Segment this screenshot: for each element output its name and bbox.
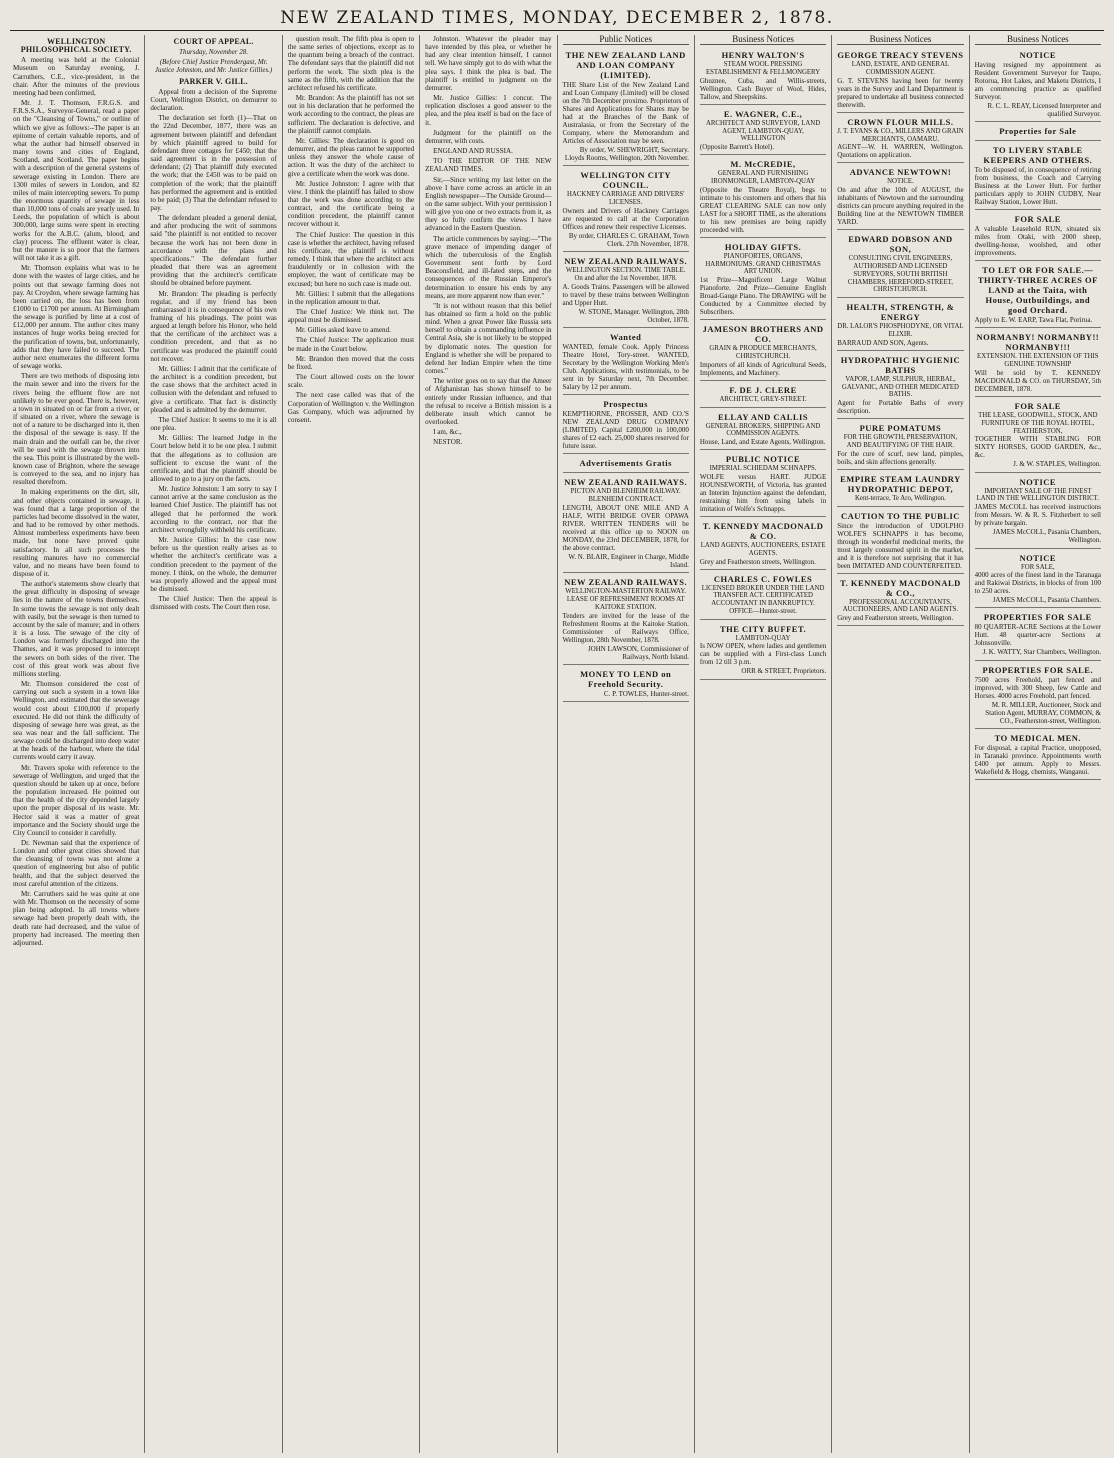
advertisement (975, 663, 1101, 729)
ad-signature: JAMES McCOLL, Pasania Chambers, Wellington. (992, 528, 1101, 545)
ad-title: HEALTH, STRENGTH, & ENERGY (846, 302, 955, 323)
ad-subtitle: Kent-terrace, Te Aro, Wellington. (855, 494, 946, 502)
ad-title: T. KENNEDY MACDONALD & CO. (702, 520, 824, 541)
ad-body: House, Land, and Estate Agents, Wellington. (699, 438, 826, 447)
article-paragraph: Mr. Gillies: The declaration is good on demurrer, and the pleas cannot be supported unless they answer the whole cause of action. It was the duty of the architect to give a certificate when the work was done. (287, 136, 415, 178)
advertisement (975, 399, 1101, 473)
ad-signature: M. R. MILLER, Auctioneer, Stock and Station Agent, MURRAY, COMMON, & CO., Featherston-street, Wellington. (985, 700, 1101, 725)
ad-body: JAMES McCOLL has received instructions from Messrs. W. & R. S. Fitzherbert to sell by private bargain. (974, 503, 1101, 528)
article-paragraph: The Chief Justice: Then the appeal is dismissed with costs. The Court then rose. (150, 595, 277, 612)
ad-title: Wanted (610, 332, 642, 343)
ad-body: KEMPTHORNE, PROSSER, AND CO.'S NEW ZEALAND DRUG COMPANY (LIMITED). Capital £200,000 in 100,000 shares of £2 each. 25,000 shares reserved for future issue. (562, 410, 689, 451)
ad-title: WELLINGTON CITY COUNCIL. (580, 170, 672, 191)
article-paragraph: Mr. Brandon: The pleading is perfectly regular, and if my friend has been embarrassed it is in consequence of his own framing of his pleadings. The point was argued at length before his Honor, who held that the certificate of the architect was a condition precedent, and that as no certificate was produced the plaintiff could not recover. (150, 289, 277, 363)
ad-title: TO MEDICAL MEN. (994, 733, 1082, 744)
column-6 (695, 35, 832, 1453)
advertisement (975, 330, 1101, 397)
column-3 (283, 35, 420, 1453)
ad-subtitle: GENERAL BROKERS, SHIPPING AND COMMISSION AGENTS. (705, 422, 821, 438)
ad-title: F. DE J. CLERE (729, 384, 797, 395)
ad-title: E. WAGNER, C.E., (723, 108, 803, 119)
ad-title: PUBLIC NOTICE (725, 454, 801, 465)
advertisement (975, 263, 1101, 328)
advertisement (700, 410, 826, 451)
ad-body: G. T. STEVENS having been for twenty years in the Survey and Land Department is prepared to undertake all business connected therewith. (837, 76, 964, 109)
section-header: Business Notices (837, 35, 963, 45)
article-paragraph: The defendant pleaded a general denial, and after producing the writ of summons said "the plaintiff is not entitled to recover because the work has not been done in accordance with the plans and specifications." The defendant further pleaded that there was an agreement providing that the architect's certificate should be obtained before payment. (150, 214, 277, 288)
advertisement (700, 107, 826, 155)
advertisement (837, 472, 963, 507)
ad-body: LENGTH, ABOUT ONE MILE AND A HALF, WITH BRIDGE OVER OPAWA RIVER. WRITTEN TENDERS will be received at this office up to NOON on MONDAY, the 23rd DECEMBER, 1878, for the above contract. (562, 503, 689, 552)
ad-title: TO LET OR FOR SALE.—THIRTY-THREE ACRES OF LAND at the Taita, with House, Outbuildings, and good Orchard. (977, 265, 1098, 316)
article-paragraph: Mr. Brandon then moved that the costs be fixed. (287, 354, 415, 371)
ad-body: Will be sold by T. KENNEDY MACDONALD & CO. on THURSDAY, 5th DECEMBER, 1878. (974, 369, 1101, 394)
masthead (10, 8, 1104, 31)
ad-body: For disposal, a capital Practice, unopposed, in Taranaki province. Appointments worth £400 per annum. Apply to Messrs. Wakefield & Hogg, chemists, Wanganui. (974, 744, 1101, 777)
ad-subtitle: THE LEASE, GOODWILL, STOCK, AND FURNITURE OF THE ROYAL HOTEL, FEATHERSTON, (978, 412, 1098, 435)
advertisement (837, 300, 963, 351)
article-paragraph: The Chief Justice: The application must be made in the Court below. (287, 336, 415, 353)
ad-body: 80 QUARTER-ACRE Sections at the Lower Hutt. 48 quarter-acre Sections at Johnsonville. (974, 623, 1101, 648)
ad-signature: JAMES McCOLL, Pasania Chambers. (992, 596, 1101, 605)
ad-body: AGENT—W. H. WARREN, Wellington. Quotations on application. (837, 143, 964, 160)
column-2 (145, 35, 282, 1453)
advertisement (563, 168, 689, 252)
article-paragraph: The writer goes on to say that the Ameer of Afghanistan has shown himself to be entirely under Russian influence, and that the refusal to receive a British mission is a deliberate insult which cannot be overlooked. (425, 377, 552, 427)
masthead-title: NEW ZEALAND TIMES, MONDAY, DECEMBER 2, 1878. (280, 8, 834, 28)
case-title: PARKER V. GILL. (179, 76, 248, 86)
article-paragraph: The Chief Justice: It seems to me it is all one plea. (150, 415, 277, 433)
ad-title: THE CITY BUFFET. (719, 623, 807, 634)
ad-body: Agent for Portable Baths of every description. (837, 399, 964, 416)
column-1 (8, 35, 145, 1453)
article-paragraph: Mr. Travers spoke with reference to the sewerage of Wellington, and urged that the question should be taken up at once, before the population increased. He pointed out that the health of the city depended largely upon the proper disposal of its waste. Mr. Hector said it was a matter of great importance and the Society should urge the City Council to consider it carefully. (13, 763, 140, 837)
ad-title: ELLAY AND CALLIS (718, 411, 809, 422)
ad-body: For the cure of scurf, new land, pimples, boils, and skin affections generally. (837, 449, 964, 466)
ad-subtitle: FOR SALE, (1021, 563, 1055, 571)
ad-title: EDWARD DOBSON AND SON, (848, 234, 953, 255)
advertisement (837, 232, 963, 298)
article-paragraph: Mr. Gillies asked leave to amend. (295, 326, 391, 335)
article-paragraph: Mr. Justice Gillies: In the case now before us the question really arises as to whether the architect's certificate was a condition precedent to the payment of the money. I think, on the whole, the demurrer was properly allowed and the appeal must be dismissed. (150, 536, 277, 593)
ad-title: HYDROPATHIC HYGIENIC BATHS (840, 354, 961, 375)
ad-subtitle: DR. LALOR'S PHOSPHODYNE, OR VITAL ELIXIR. (837, 323, 964, 338)
advertisement (837, 353, 963, 419)
advertisement (837, 509, 963, 574)
advertisement (563, 254, 689, 328)
article-paragraph: The next case called was that of the Corporation of Wellington v. the Wellington Gas Company, which was adjourned by consent. (287, 391, 415, 424)
advertisement (837, 576, 963, 627)
advertisement (563, 456, 689, 473)
ad-title: CAUTION TO THE PUBLIC (840, 510, 960, 521)
advertisement (700, 622, 826, 680)
ad-body: Is NOW OPEN, where ladies and gentlemen can be supplied with a First-class Lunch from 12 till 3 p.m. (699, 642, 827, 667)
ad-title: CROWN FLOUR MILLS. (847, 116, 954, 127)
advertisement (837, 421, 963, 470)
ad-subtitle: IMPORTANT SALE OF THE FINEST LAND IN THE WELLINGTON DISTRICT. (976, 487, 1099, 503)
ad-subtitle: PROFESSIONAL ACCOUNTANTS, AUCTIONEERS, AND LAND AGENTS. (842, 598, 959, 614)
advertisement (563, 330, 689, 395)
ad-title: JAMESON BROTHERS AND CO. (702, 324, 824, 345)
ad-body: WANTED, female Cook. Apply Princess Theatre Hotel, Tory-street. WANTED, Secretary by the Wellington Working Men's Club. Applications, with testimonials, to be sent in by Saturday next, 7th December. Salary by 12 per annum. (562, 343, 689, 392)
advertisement (563, 397, 689, 454)
article-paragraph: question result. The fifth plea is open to the same series of objections, except as to the quantum being a breach of the contract. The defendant says that the plaintiff did not perform the work. The sixth plea is the same as the fifth, with the addition that the architect refused his certificate. (287, 35, 415, 92)
article-paragraph: "It is not without reason that this belief has obtained so firm a hold on the public mind. When a great Power like Russia sets herself to obtain a commanding influence in Central Asia, she is not likely to be stopped by diplomatic notes. The question for England is whether she will be prepared to defend her Indian Empire when the time comes." (425, 301, 552, 376)
column-4 (420, 35, 557, 1453)
columns (8, 35, 1106, 1453)
ad-subtitle: PICTON AND BLENHEIM RAILWAY. BLENHEIM CONTRACT. (570, 488, 681, 504)
ad-signature: By order, W. SHEWRIGHT, Secretary. Lloyds Rooms, Wellington, 20th November. (564, 146, 689, 163)
ad-title: HENRY WALTON'S (721, 50, 805, 61)
article-paragraph: In making experiments on the dirt, silt, and other objects contained in sewage, it was found that a large proportion of the particles had become dissolved in the water, and had to be removed by other methods. Almost numberless experiments have been made, but none have proved quite satisfactory. In all such processes the resulting manures have no commercial value, and no means have been found to dispose of it. (13, 488, 140, 578)
ad-body: THE Share List of the New Zealand Land and Loan Company (Limited) will be closed on the 7th December proximo. Proprietors of Shares and Applications for Shares may be had at the Branches of the Bank of Australasia, or from the Secretary of the Company, where the Memorandum and Articles of Association may be seen. (562, 81, 689, 146)
advertisement (975, 551, 1101, 609)
ad-body: Apply to E. W. EARP, Tawa Flat, Porirua. (974, 316, 1093, 325)
ad-signature: JOHN LAWSON, Commissioner of Railways, North Island. (587, 644, 689, 661)
ad-body: TOGETHER WITH STABLING FOR SIXTY HORSES, GOOD GARDEN, &c., &c. (974, 435, 1101, 460)
article-paragraph: The Court allowed costs on the lower scale. (287, 373, 415, 390)
advertisement (563, 48, 689, 166)
article-paragraph: Dr. Newman said that the experience of London and other great cities showed that the cleansing of towns was not alone a question of engineering but also of public health, and that the subject deserved the most careful attention of the citizens. (13, 839, 140, 888)
ad-body: Having resigned my appointment as Resident Government Surveyor for Taupo, Rotorua, Hot Lakes, and Maketu Districts, I am commencing practice as qualified Surveyor. (974, 61, 1101, 102)
advertisement (975, 124, 1101, 141)
ad-title: FOR SALE (1014, 214, 1061, 225)
ad-subtitle: J. T. EVANS & CO., MILLERS AND GRAIN MERCHANTS, OAMARU. (837, 127, 964, 143)
article-paragraph: Judgment for the plaintiff on the demurrer, with costs. (425, 128, 552, 145)
ad-subtitle: LAMBTON-QUAY (735, 634, 791, 642)
article-paragraph: NESTOR. (433, 438, 463, 447)
ad-body: A valuable Leasehold RUN, situated six miles from Otaki, with 2000 sheep, dwelling-house, woolshed, and other improvements. (974, 225, 1101, 258)
ad-title: Properties for Sale (999, 126, 1077, 137)
article-paragraph: Mr. Gillies: I submit that the allegations in the replication amount to that. (287, 289, 415, 306)
ad-title: Advertisements Gratis (579, 458, 672, 469)
ad-title: ADVANCE NEWTOWN! (849, 167, 952, 178)
ad-body: Grey and Featherston streets, Wellington. (837, 614, 954, 623)
article-paragraph: TO THE EDITOR OF THE NEW ZEALAND TIMES. (425, 157, 552, 174)
ad-title: CHARLES C. FOWLES (713, 573, 813, 584)
ad-title: NOTICE (1019, 50, 1057, 61)
column-5 (558, 35, 695, 1453)
article-paragraph: The Chief Justice: We think not. The appeal must be dismissed. (287, 308, 415, 325)
ad-title: NEW ZEALAND RAILWAYS. (564, 256, 688, 267)
article-paragraph: The author's statements show clearly that the great difficulty in disposing of sewage lies in the nature of the towns themselves. In some towns the sewage is not only dealt with easily, but the sewage is then turned to account by the sale of manure; and in others it is a loss. The sewage of the city of London was formerly discharged into the Thames, and it was proposed to intercept the sewers on both sides of the river. The cost of this great work was about five millions sterling. (13, 580, 140, 678)
ad-title: PURE POMATUMS (859, 423, 942, 434)
ad-subtitle: STEAM WOOL PRESSING ESTABLISHMENT & FELLMONGERY (705, 61, 821, 76)
article-paragraph: The declaration set forth (1)—That on the 22nd December, 1877, there was an agreement between plaintiff and defendant by which plaintiff agreed to build for defendant three cottages for £450; that the said agreement is in the possession of defendant; (2) That plaintiff duly executed the work; that the £450 was to be paid on completion of the work; that the plaintiff has performed the agreement and is entitled to be paid; (3) That the defendant refused to pay. (150, 114, 277, 212)
ad-body: Owners and Drivers of Hackney Carriages are requested to call at the Corporation Offices and renew their respective Licenses. (562, 207, 689, 232)
ad-signature: R. C. L. REAY, Licensed Interpreter and qualified Surveyor. (987, 102, 1101, 119)
advertisement (563, 667, 689, 702)
advertisement (975, 475, 1101, 549)
ad-body: Grey and Featherston streets, Wellington. (699, 557, 816, 566)
ad-body: To be disposed of, in consequence of retiring from business, the Coach and Carrying Business at the Lower Hutt. For further particulars apply to JOHN CUDBY, Near Railway Station, Lower Hutt. (974, 166, 1101, 207)
article-paragraph: Mr. Carruthers said he was quite at one with Mr. Thomson on the necessity of some plan being adopted. In all towns where sewage had been properly dealt with, the death rate had decreased, and the value of property had increased. The meeting then adjourned. (13, 889, 140, 947)
article-date: Thursday, November 28. (179, 48, 248, 57)
ad-title: FOR SALE (1014, 401, 1061, 412)
advertisement (700, 519, 826, 570)
ad-title: HOLIDAY GIFTS. (724, 241, 802, 252)
ad-signature: By order, CHARLES C. GRAHAM, Town Clerk. 27th November, 1878. (568, 232, 689, 249)
ad-subtitle: VAPOR, LAMP, SULPHUR, HERBAL, GALVANIC, AND OTHER MEDICATED BATHS. (841, 375, 959, 399)
advertisement (975, 48, 1101, 122)
article-bench: (Before Chief Justice Prendergast, Mr. Justice Johnston, and Mr. Justice Gillies.) (154, 58, 273, 75)
ad-signature: W. STONE, Manager. Wellington, 28th October, 1878. (578, 307, 689, 325)
advertisement (700, 322, 826, 381)
ad-subtitle: ARCHITECT, GREY-STREET. (719, 395, 807, 403)
ad-title: NOTICE (1019, 552, 1057, 563)
ad-body: (Opposite Barrett's Hotel). (699, 143, 775, 152)
ad-title: PROPERTIES FOR SALE. (982, 664, 1094, 675)
ad-body: Tenders are invited for the lease of the Refreshment Rooms at the Kaitoke Station. Commissioner of Railways Office, Wellington, 28th November, 1878. (562, 611, 689, 644)
ad-body: On and after the 10th of AUGUST, the inhabitants of Newtown and the surrounding districts can procure anything required in the Building line at the NEWTOWN TIMBER YARD. (837, 186, 964, 227)
ad-body: (Opposite the Theatre Royal), begs to intimate to his customers and others that his GREAT CLEARING SALE can now only LAST for a SHORT TIME, as the alterations to his new premises are being rapidly proceeded with. (699, 185, 827, 234)
article-paragraph: Mr. Justice Gillies: I concur. The replication discloses a good answer to the plea, and the plea itself is bad on the face of it. (425, 94, 552, 127)
article-paragraph: Mr. Gillies: The learned Judge in the Court below held it to be one plea. I submit that the allegations as to collusion are sufficient to excuse the want of the certificate, and that the plaintiff should be allowed to go to a jury on the facts. (150, 434, 277, 483)
ad-title: NORMANBY! NORMANBY!! NORMANBY!!! (976, 332, 1100, 353)
article-paragraph: The Chief Justice: The question in this case is whether the architect, having refused his certificate, the plaintiff is without remedy. I think that where the architect acts fraudulently or in collusion with the employer, the want of certificate may be excused; but here no such case is made out. (287, 230, 415, 288)
advertisement (563, 475, 689, 573)
ad-title: GEORGE TREACY STEVENS (837, 50, 964, 61)
article-heading: WELLINGTON PHILOSOPHICAL SOCIETY. (20, 37, 132, 55)
article-paragraph: There are two methods of disposing into the main sewer and into the rivers for the rivers being the effluent flow are not unlikely to be ever good. There is, however, a town in situated on or far from a river, or if situated on a river, where the sewage is not of a nature to be discharged into it, then the disposal of the sewage is easy. If the main drain and the outfall can be, the river will be used with the sewage thrown into the sea. This point is illustrated by the well-known case of Brighton, where the sewage is conveyed to the sea, and no injury has resulted therefrom. (13, 372, 140, 487)
article-paragraph: Mr. Brandon: As the plaintiff has not set out in his declaration that he performed the work according to the contract, the pleas are sufficient. The declaration is defective, and the plaintiff cannot complain. (287, 94, 415, 135)
ad-subtitle: WELLINGTON-MASTERTON RAILWAY. LEASE OF REFRESHMENT ROOMS AT KAITOKE STATION. (565, 588, 687, 611)
article-paragraph: Mr. Justice Johnston: I am sorry to say I cannot arrive at the same conclusion as the learned Chief Justice. The plaintiff has not alleged that he performed the work according to the contract, nor that the architect wrongfully withheld his certificate. (150, 485, 277, 534)
advertisement (975, 212, 1101, 261)
article-paragraph: Mr. Thomson explains what was to be done with the wastes of large cities, and he points out that sewage farming does not pay. At Croydon, where sewage farming has been carried on, the loss has been from £1000 to £1700 per annum. At Birmingham the sewage is purified by lime at a cost of £12,000 per annum. The author cites many instances of huge works being erected for the purification of towns, but, unfortunately, adds that they have failed to succeed. The author next enumerates the different forms of sewage works. (13, 264, 140, 371)
advertisement (700, 240, 826, 320)
advertisement (700, 48, 826, 105)
ad-subtitle: ARCHITECT AND SURVEYOR, LAND AGENT, LAMBTON-QUAY, WELLINGTON (705, 119, 821, 143)
ad-body: 4000 acres of the finest land in the Taranaga and Rakiwai Districts, in blocks of from 100 to 250 acres. (974, 571, 1101, 596)
ad-title: MONEY TO LEND on Freehold Security. (580, 668, 672, 689)
ad-body: WOLFE versus HART. JUDGE HOUNSEWORTH, of Victoria, has granted an Interim Injunction against the defendant, restraining him from using labels in imitation of Wolfe's Schnapps. (699, 472, 827, 513)
article-paragraph: Sir,—Since writing my last letter on the above I have come across an article in an English newspaper—The Outside Ground—on the same subject. With your permission I will give you one or two extracts from it, as they so fully confirm the views I have advanced in the Eastern Question. (425, 175, 552, 233)
section-header: Business Notices (700, 35, 826, 45)
ad-title: EMPIRE STEAM LAUNDRY HYDROPATHIC DEPOT, (840, 473, 961, 494)
ad-subtitle: GENERAL AND FURNISHING IRONMONGER, LAMBTON-QUAY (710, 170, 816, 185)
ad-title: M. McCREDIE, (730, 159, 796, 170)
article-paragraph: Johnston. Whatever the pleader may have intended by this plea, or whether he had any clear intention himself, I cannot tell. We have simply got to do with what the plea says. I think the plea is bad. The plaintiff is entitled to judgment on the demurrer. (425, 35, 552, 92)
advertisement (837, 48, 963, 113)
advertisement (975, 731, 1101, 780)
ad-body: 7500 acres Freehold, part fenced and improved, with 300 Sheep, few Cattle and Horses. 4000 acres Freehold, part fenced. (974, 675, 1101, 700)
article-heading: COURT OF APPEAL. (173, 37, 254, 46)
ad-signature: J. K. WATTY, Star Chambers, Wellington. (982, 648, 1101, 657)
ad-title: TO LIVERY STABLE KEEPERS AND OTHERS. (983, 145, 1093, 166)
ad-title: NOTICE (1019, 476, 1057, 487)
ad-signature: ORR & STREET, Proprietors. (741, 667, 827, 676)
section-header: Business Notices (975, 35, 1101, 45)
ad-subtitle: PIANOFORTES, ORGANS, HARMONIUMS. GRAND CHRISTMAS ART UNION. (705, 252, 821, 276)
advertisement (700, 452, 826, 517)
article-paragraph: ENGLAND AND RUSSIA. (433, 147, 513, 156)
article-paragraph: Mr. Gillies: I admit that the certificate of the architect is a condition precedent, but the case shows that the architect acted in collusion with the defendant and refused to give a certificate. That fact is distinctly pleaded and is admitted by the demurrer. (150, 364, 277, 414)
advertisement (837, 115, 963, 164)
ad-subtitle: WELLINGTON SECTION. TIME TABLE. On and after the 1st November, 1878. (565, 267, 686, 283)
ad-subtitle: FOR THE GROWTH, PRESERVATION, AND BEAUTIFYING OF THE HAIR. (843, 434, 958, 449)
advertisement (700, 157, 826, 238)
ad-title: THE NEW ZEALAND LAND AND LOAN COMPANY (LIMITED). (565, 50, 686, 81)
advertisement (975, 610, 1101, 660)
ad-title: NEW ZEALAND RAILWAYS. (564, 477, 688, 488)
ad-body: BARRAUD AND SON, Agents. (837, 338, 929, 347)
advertisement (563, 575, 689, 665)
advertisement (700, 383, 826, 408)
article-paragraph: Mr. Justice Johnston: I agree with that view. I think the plaintiff has failed to show that the work was done according to the contract, and the certificate being a condition precedent, the plaintiff cannot recover without it. (287, 179, 415, 229)
advertisement (700, 572, 826, 620)
ad-subtitle: EXTENSION. THE EXTENSION OF THIS GENUINE TOWNSHIP (977, 353, 1099, 369)
ad-signature: W. N. BLAIR, Engineer in Charge, Middle Island. (568, 552, 689, 570)
section-header: Public Notices (563, 35, 689, 45)
column-7 (832, 35, 969, 1453)
ad-signature: J. & W. STAPLES, Wellington. (1013, 460, 1101, 469)
ad-title: T. KENNEDY MACDONALD & CO., (840, 577, 961, 598)
ad-body: 1st Prize—Magnificent Large Walnut Pianoforte. 2nd Prize—Genuine English Broad-Gauge Piano. The DRAWING will be Conducted by a Committee elected by Subscribers. (699, 276, 827, 317)
article-paragraph: Appeal from a decision of the Supreme Court, Wellington District, on demurrer to declaration. (150, 87, 277, 113)
article-paragraph: The article commences by saying:—"The grave menace of impending danger of which the tuberculosis of the English Government sent forth by Lord Beaconsfield, and ill-fated steps, and the consequences of the Russian Emperor's determination to ensure his ends by any means, are more apparent now than ever." (425, 234, 552, 300)
ad-subtitle: LICENSED BROKER UNDER THE LAND TRANSFER ACT. CERTIFICATED ACCOUNTANT IN BANKRUPTCY. OFFICE—Hunter-street. (701, 584, 825, 615)
ad-subtitle: CONSULTING CIVIL ENGINEERS, AUTHORISED AND LICENSED SURVEYORS, SOUTH BRITISH CHAMBERS, HEREFORD-STREET, CHRISTCHURCH. (847, 255, 953, 294)
article-paragraph: I am, &c., (433, 428, 462, 437)
ad-subtitle: LAND, ESTATE, AND GENERAL COMMISSION AGENT. (851, 61, 950, 76)
ad-body: Ghuznee, Cuba, and Willis-streets, Wellington. Cash Buyer of Wool, Hides, Tallow, and Sheepskins. (699, 76, 827, 101)
ad-subtitle: GRAIN & PRODUCE MERCHANTS, CHRISTCHURCH. (709, 345, 817, 360)
ad-signature: C. P. TOWLES, Hunter-street. (603, 689, 689, 698)
ad-title: NEW ZEALAND RAILWAYS. (564, 577, 688, 588)
ad-subtitle: HACKNEY CARRIAGE AND DRIVERS' LICENSES. (566, 191, 685, 207)
column-8 (970, 35, 1106, 1453)
ad-body: Since the introduction of UDOLPHO WOLFE'S SCHNAPPS it has become, through its wonderful medicinal merits, the most largely consumed spirit in the market, and it is therefore not surprising that it has been IMITATED AND COUNTERFEITED. (837, 521, 964, 570)
advertisement (975, 143, 1101, 210)
article-paragraph: A meeting was held at the Colonial Museum on Saturday evening, J. Carruthers, C.E., vice-president, in the chair. After the minutes of the previous meeting had been confirmed, (13, 56, 140, 97)
ad-body: A. Goods Trains. Passengers will be allowed to travel by these trains between Wellington and Upper Hutt. (562, 282, 689, 307)
article-paragraph: Mr. Thomson considered the cost of carrying out such a system in a town like Wellington, and estimated that the sewerage would cost about £100,000 if properly executed. He did not think the difficulty of disposing of sewage here was great, as the sea was near and the fall sufficient. The sewage could be discharged into deep water at the heads of the harbour, where the tidal currents would carry it away. (13, 680, 140, 762)
advertisement (837, 165, 963, 230)
article-paragraph: Mr. J. T. Thomson, F.R.G.S. and F.R.S.S.A., Surveyor-General, read a paper on the "Cleansing of Towns," or outline of which we give as follows:--The paper is an epitome of certain valuable reports, and of what the author had himself observed in many towns and cities of England, Scotland, and Scotland. The paper begins with a description of the general systems of sewerage existing in London. There are 1300 miles of sewers in London, and 82 miles of main intercepting sewers. To pump the enormous quantity of sewage in less than 10,000 tons of coals are yearly used. In Leeds, the population of which is about 300,000, large sums were spent in erecting works for the A.B.C. (alum, blood, and clay) process. The effluent water is clear, but the manure is so poor that the farmers will not take it as a gift. (13, 99, 140, 263)
ad-title: PROPERTIES FOR SALE (983, 612, 1092, 623)
ad-subtitle: IMPERIAL SCHIEDAM SCHNAPPS. (709, 465, 817, 473)
ad-body: Importers of all kinds of Agricultural Seeds, Implements, and Machinery. (699, 360, 827, 377)
ad-title: Prospectus (603, 399, 648, 410)
ad-subtitle: LAND AGENTS, AUCTIONEERS, ESTATE AGENTS. (700, 541, 826, 557)
ad-subtitle: NOTICE. (887, 178, 914, 186)
